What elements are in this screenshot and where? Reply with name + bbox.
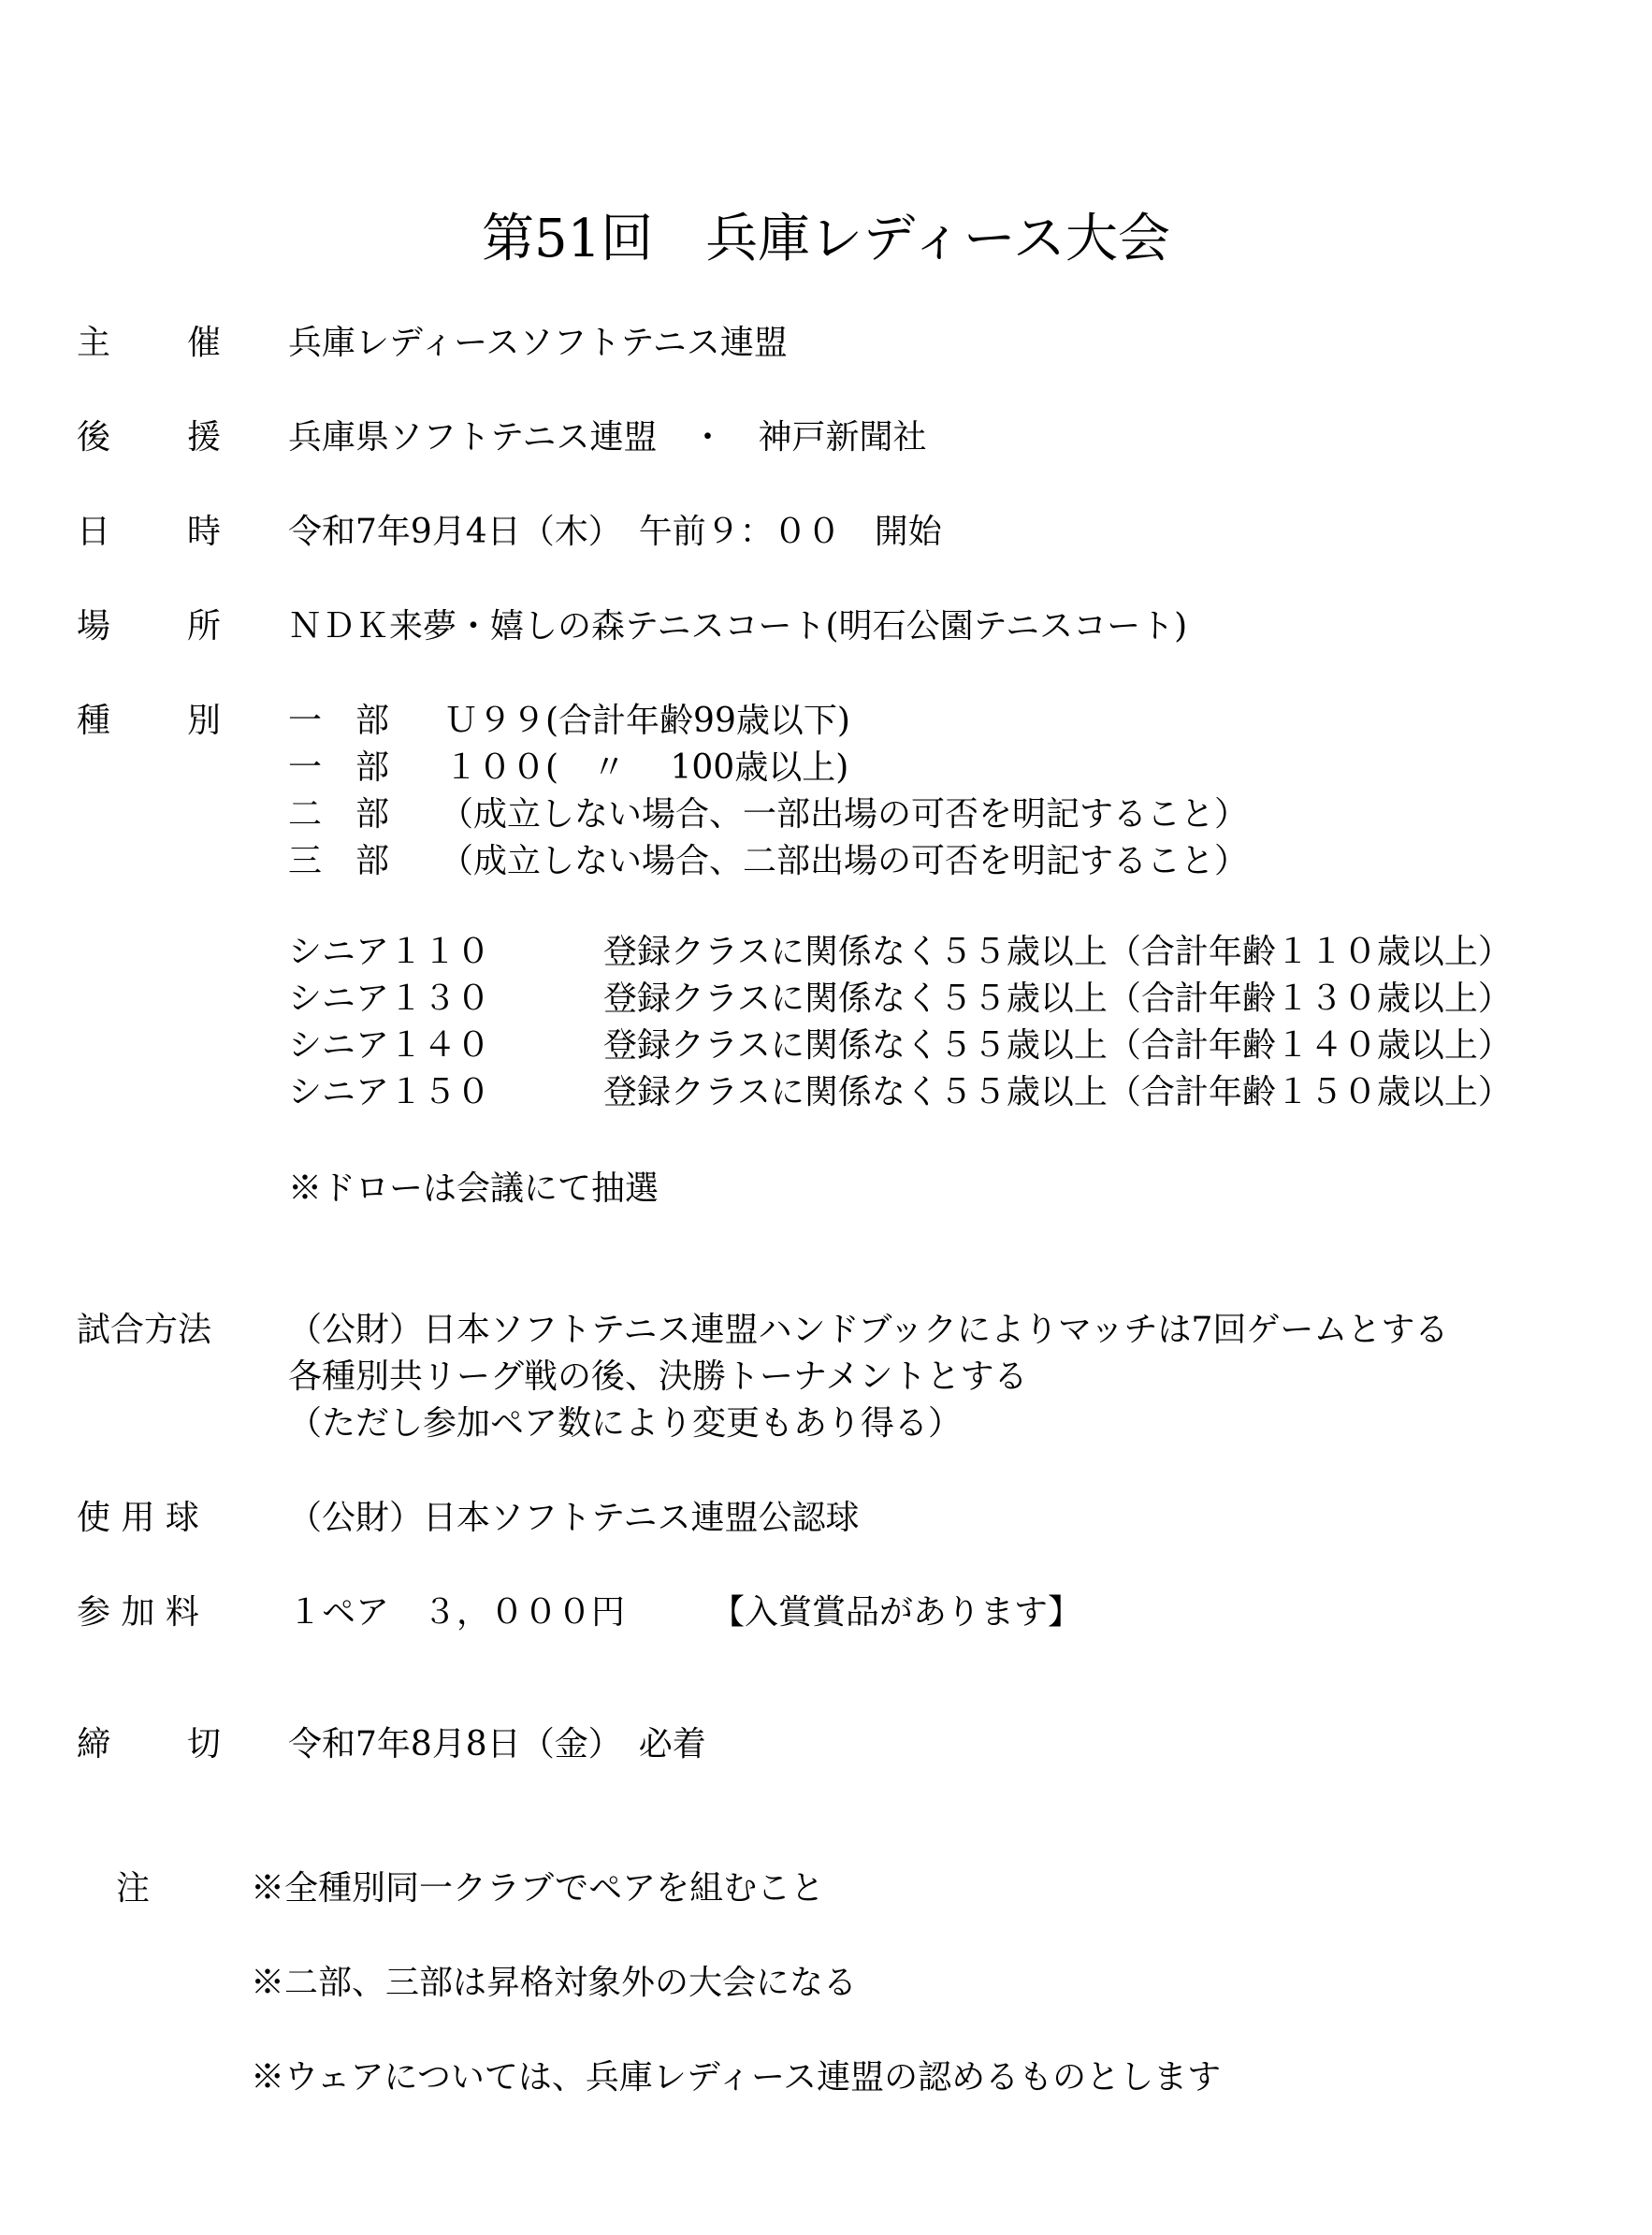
division-detail: （成立しない場合、二部出場の可否を明記すること） bbox=[440, 842, 1249, 880]
sponsor-value: 兵庫県ソフトテニス連盟 ・ 神戸新聞社 bbox=[288, 418, 927, 457]
categories-label: 種 別 bbox=[77, 702, 222, 740]
division-detail: （成立しない場合、一部出場の可否を明記すること） bbox=[440, 795, 1249, 834]
note-item: ※全種別同一クラブでペアを組むこと bbox=[251, 1869, 825, 1908]
division-name: 二 部 bbox=[288, 795, 390, 834]
notes-label: 注 bbox=[116, 1869, 151, 1908]
ball-value: （公財）日本ソフトテニス連盟公認球 bbox=[288, 1499, 860, 1537]
senior-detail: 登録クラスに関係なく５５歳以上（合計年齢１５０歳以上） bbox=[603, 1073, 1512, 1111]
match-method-line: （ただし参加ペア数により変更もあり得る） bbox=[288, 1404, 963, 1443]
datetime-label: 日 時 bbox=[77, 513, 222, 551]
match-method-label: 試合方法 bbox=[77, 1311, 212, 1349]
document-title: 第51回 兵庫レディース大会 bbox=[482, 209, 1170, 269]
venue-label: 場 所 bbox=[77, 607, 222, 646]
draw-note: ※ドローは会議にて抽選 bbox=[288, 1169, 659, 1208]
senior-name: シニア１５０ bbox=[288, 1073, 491, 1111]
note-item: ※ウェアについては、兵庫レディース連盟の認めるものとします bbox=[251, 2058, 1222, 2097]
deadline-label: 締 切 bbox=[77, 1725, 222, 1763]
senior-detail: 登録クラスに関係なく５５歳以上（合計年齢１４０歳以上） bbox=[603, 1026, 1512, 1065]
division-detail: １００( 〃 100歳以上) bbox=[444, 748, 849, 787]
deadline-value: 令和7年8月8日（金） 必着 bbox=[288, 1725, 706, 1763]
fee-value: １ペア ３，０００円 bbox=[288, 1593, 626, 1632]
fee-label: 参 加 料 bbox=[77, 1593, 199, 1632]
fee-prize: 【入賞賞品があります】 bbox=[711, 1593, 1082, 1632]
senior-name: シニア１３０ bbox=[288, 980, 491, 1018]
sponsor-label: 後 援 bbox=[77, 418, 222, 457]
note-item: ※二部、三部は昇格対象外の大会になる bbox=[251, 1964, 858, 2002]
senior-name: シニア１１０ bbox=[288, 933, 491, 971]
division-detail: Ｕ９９(合計年齢99歳以下) bbox=[444, 702, 850, 740]
division-name: 一 部 bbox=[288, 702, 390, 740]
datetime-value: 令和7年9月4日（木） 午前９：００ 開始 bbox=[288, 513, 942, 551]
senior-name: シニア１４０ bbox=[288, 1026, 491, 1065]
ball-label: 使 用 球 bbox=[77, 1499, 199, 1537]
senior-detail: 登録クラスに関係なく５５歳以上（合計年齢１３０歳以上） bbox=[603, 980, 1512, 1018]
senior-detail: 登録クラスに関係なく５５歳以上（合計年齢１１０歳以上） bbox=[603, 933, 1512, 971]
organizer-value: 兵庫レディースソフトテニス連盟 bbox=[288, 324, 788, 362]
match-method-line: （公財）日本ソフトテニス連盟ハンドブックによりマッチは7回ゲームとする bbox=[288, 1311, 1449, 1349]
organizer-label: 主 催 bbox=[77, 324, 222, 362]
division-name: 一 部 bbox=[288, 748, 390, 787]
division-name: 三 部 bbox=[288, 842, 390, 880]
venue-value: ＮＤＫ来夢・嬉しの森テニスコート(明石公園テニスコート) bbox=[288, 607, 1188, 646]
match-method-line: 各種別共リーグ戦の後、決勝トーナメントとする bbox=[288, 1357, 1028, 1396]
